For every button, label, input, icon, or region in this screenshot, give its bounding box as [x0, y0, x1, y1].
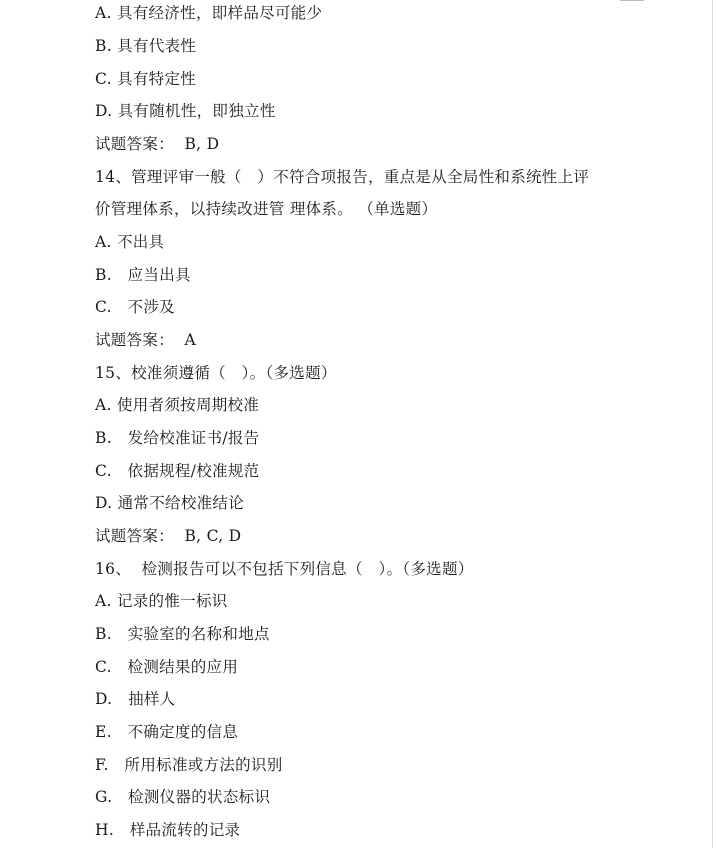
question-14-line-2: 价管理体系，以持续改进管 理体系。 （单选题）: [95, 200, 438, 218]
option-c-specific: C. 具有特定性: [95, 70, 197, 88]
q16-option-e: E. 不确定度的信息: [95, 723, 239, 741]
answer-14: 试题答案： A: [95, 331, 196, 349]
q16-option-f: F. 所用标准或方法的识别: [95, 756, 283, 774]
q16-option-a: A. 记录的惟一标识: [95, 592, 228, 610]
option-b-representative: B. 具有代表性: [95, 37, 197, 55]
page-corner-mark: [620, 0, 644, 1]
question-16: 16、 检测报告可以不包括下列信息（ ）。（多选题）: [95, 560, 474, 578]
question-14-line-1: 14、管理评审一般（ ）不符合项报告，重点是从全局性和系统性上评: [95, 168, 590, 186]
q14-option-c: C. 不涉及: [95, 298, 175, 316]
q14-option-a: A. 不出具: [95, 233, 165, 251]
q16-option-d: D. 抽样人: [95, 690, 176, 708]
option-d-random: D. 具有随机性，即独立性: [95, 102, 276, 120]
page-edge: [712, 0, 713, 848]
q15-option-a: A. 使用者须按周期校准: [95, 396, 260, 414]
q16-option-b: B. 实验室的名称和地点: [95, 625, 270, 643]
q14-option-b: B. 应当出具: [95, 266, 191, 284]
q15-option-d: D. 通常不给校准结论: [95, 494, 245, 512]
answer-13: 试题答案： B, D: [95, 135, 220, 153]
q15-option-b: B. 发给校准证书/报告: [95, 429, 260, 447]
q16-option-c: C. 检测结果的应用: [95, 658, 239, 676]
q16-option-g: G. 检测仪器的状态标识: [95, 788, 271, 806]
q16-option-h: H. 样品流转的记录: [95, 821, 241, 839]
answer-15: 试题答案： B, C, D: [95, 527, 242, 545]
question-15: 15、校准须遵循（ ）。（多选题）: [95, 364, 337, 382]
q15-option-c: C. 依据规程/校准规范: [95, 462, 260, 480]
option-a-economy: A. 具有经济性，即样品尽可能少: [95, 4, 323, 22]
